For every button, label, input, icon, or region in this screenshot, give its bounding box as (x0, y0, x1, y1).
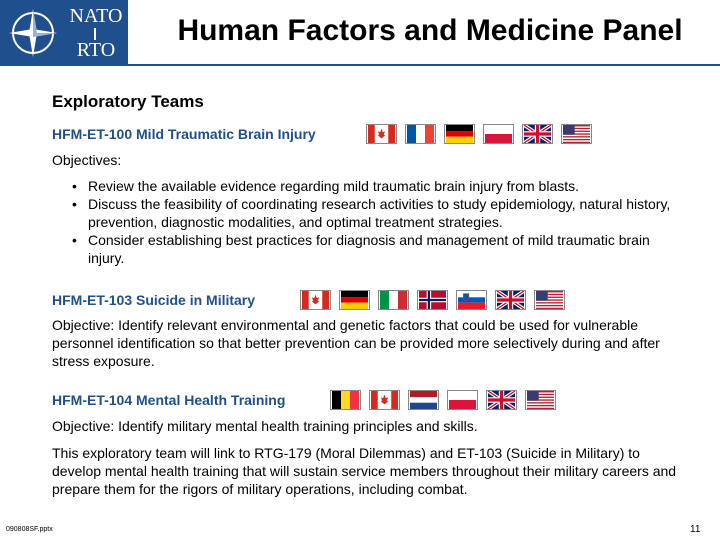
canada-flag-icon (366, 124, 397, 144)
slovenia-flag-icon (456, 290, 487, 310)
list-item: • Discuss the feasibility of coordinating research activities to study epidemiology, natural history, prevention, diagnostic modalities, and optimal treatment strategies. (70, 195, 690, 231)
team-1-flags (366, 124, 592, 144)
team-2-header: HFM-ET-103 Suicide in Military (52, 292, 256, 308)
norway-flag-icon (417, 290, 448, 310)
team-2-objective: Objective: Identify relevant environmental and genetic factors that could be used for vulnerable personnel identification so that better prevention can be provided more selectively during and after stress exposure. (52, 317, 660, 369)
canada-flag-icon (369, 390, 400, 410)
team-2-flags (300, 290, 565, 310)
logo-rto-text: RTO (76, 39, 116, 61)
team-1-objectives-label: Objectives: (52, 152, 122, 168)
nato-compass-icon (6, 6, 60, 60)
netherlands-flag-icon (408, 390, 439, 410)
list-item: • Consider establishing best practices for diagnosis and management of mild traumatic brain injury. (70, 231, 690, 267)
team-1-header: HFM-ET-100 Mild Traumatic Brain Injury (52, 126, 316, 142)
germany-flag-icon (339, 290, 370, 310)
belgium-flag-icon (330, 390, 361, 410)
list-item: • Review the available evidence regarding mild traumatic brain injury from blasts. (70, 177, 690, 195)
uk-flag-icon (495, 290, 526, 310)
poland-flag-icon (447, 390, 478, 410)
usa-flag-icon (534, 290, 565, 310)
germany-flag-icon (444, 124, 475, 144)
italy-flag-icon (378, 290, 409, 310)
nato-rto-logo (0, 0, 128, 66)
team-3-objective: Objective: Identify military mental health training principles and skills. (52, 418, 478, 434)
usa-flag-icon (525, 390, 556, 410)
team-3-flags (330, 390, 556, 410)
footer-file-code: 090808SF.pptx (6, 526, 53, 533)
usa-flag-icon (561, 124, 592, 144)
uk-flag-icon (486, 390, 517, 410)
slide-title: Human Factors and Medicine Panel (177, 14, 683, 47)
team-1-objectives-list (70, 177, 690, 267)
team-3-note: This exploratory team will link to RTG-179 (Moral Dilemmas) and ET-103 (Suicide in Military) to develop mental health training that will sustain service members throughout their military careers and prepare them for the rigors of military operations, including combat. (52, 445, 677, 497)
uk-flag-icon (522, 124, 553, 144)
title-divider (128, 64, 720, 66)
section-heading: Exploratory Teams (52, 92, 204, 111)
canada-flag-icon (300, 290, 331, 310)
team-3-header: HFM-ET-104 Mental Health Training (52, 392, 286, 408)
logo-nato-text: NATO (69, 5, 123, 27)
france-flag-icon (405, 124, 436, 144)
poland-flag-icon (483, 124, 514, 144)
page-number: 11 (690, 524, 701, 535)
